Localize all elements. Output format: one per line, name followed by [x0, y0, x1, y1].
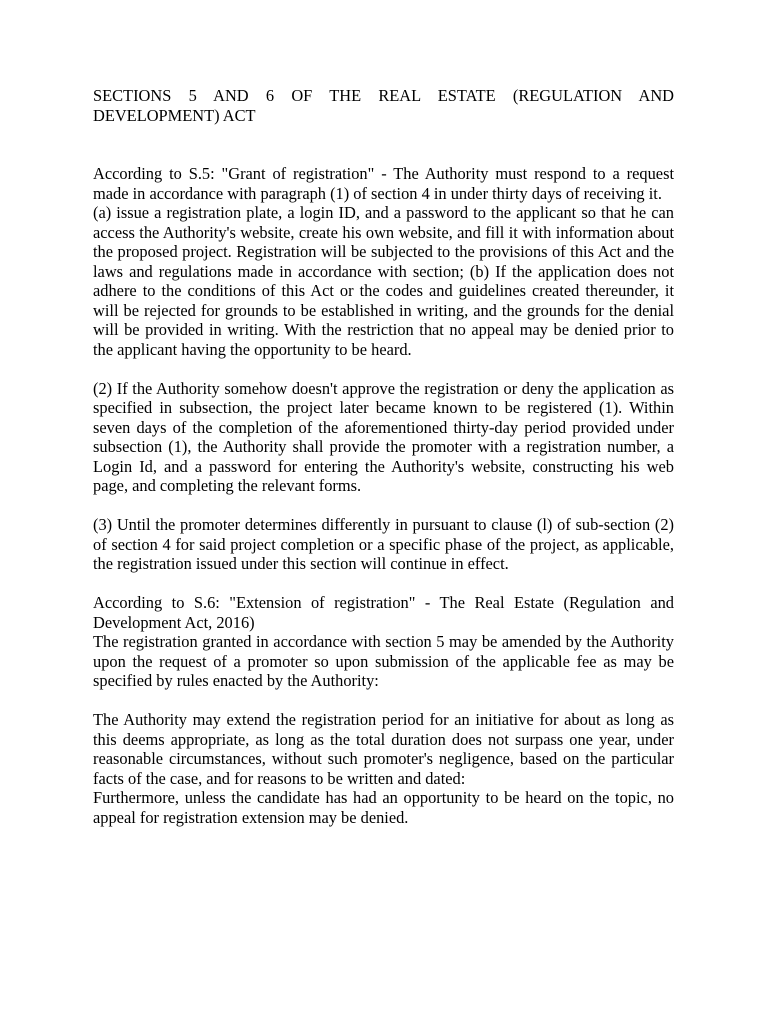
document-page — [93, 86, 674, 827]
section-6-extension: The Authority may extend the registration period for an initiative for about as long as this deems appropriate, as long as the total duration does not surpass one year, under reasonable circumstances, without such promoter's negligence, based on the particular facts of the case, and for reasons to be written and dated: — [93, 710, 674, 788]
section-5-clause-2: (2) If the Authority somehow doesn't approve the registration or deny the application as specified in subsection, the project later became known to be registered (1). Within seven days of the completion of the aforementioned thirty-day period provided under subsection (1), the Authority shall provide the promoter with a registration number, a Login Id, and a password for entering the Authority's website, constructing his web page, and completing the relevant forms. — [93, 378, 674, 495]
section-6-proviso: Furthermore, unless the candidate has had an opportunity to be heard on the topic, no appeal for registration extension may be denied. — [93, 788, 674, 827]
document-title: SECTIONS 5 AND 6 OF THE REAL ESTATE (REGULATION AND DEVELOPMENT) ACT — [93, 86, 674, 125]
section-5-intro: According to S.5: "Grant of registration" - The Authority must respond to a request made in accordance with paragraph (1) of section 4 in under thirty days of receiving it. — [93, 164, 674, 203]
section-6-body: The registration granted in accordance with section 5 may be amended by the Authority upon the request of a promoter so upon submission of the applicable fee as may be specified by rules enacted by the Authority: — [93, 632, 674, 690]
section-5-clause-a-b: (a) issue a registration plate, a login ID, and a password to the applicant so that he can access the Authority's website, create his own website, and fill it with information about the proposed project. Registration will be subjected to the provisions of this Act and the laws and regulations made in accordance with section; (b) If the application does not adhere to the conditions of this Act or the codes and guidelines created thereunder, it will be rejected for grounds to be established in writing, and the grounds for the denial will be provided in writing. With the restriction that no appeal may be denied prior to the applicant having the opportunity to be heard. — [93, 203, 674, 359]
section-5-clause-3: (3) Until the promoter determines differently in pursuant to clause (l) of sub-section (2) of section 4 for said project completion or a specific phase of the project, as applicable, the registration issued under this section will continue in effect. — [93, 515, 674, 573]
section-6-intro: According to S.6: "Extension of registration" - The Real Estate (Regulation and Development Act, 2016) — [93, 593, 674, 632]
